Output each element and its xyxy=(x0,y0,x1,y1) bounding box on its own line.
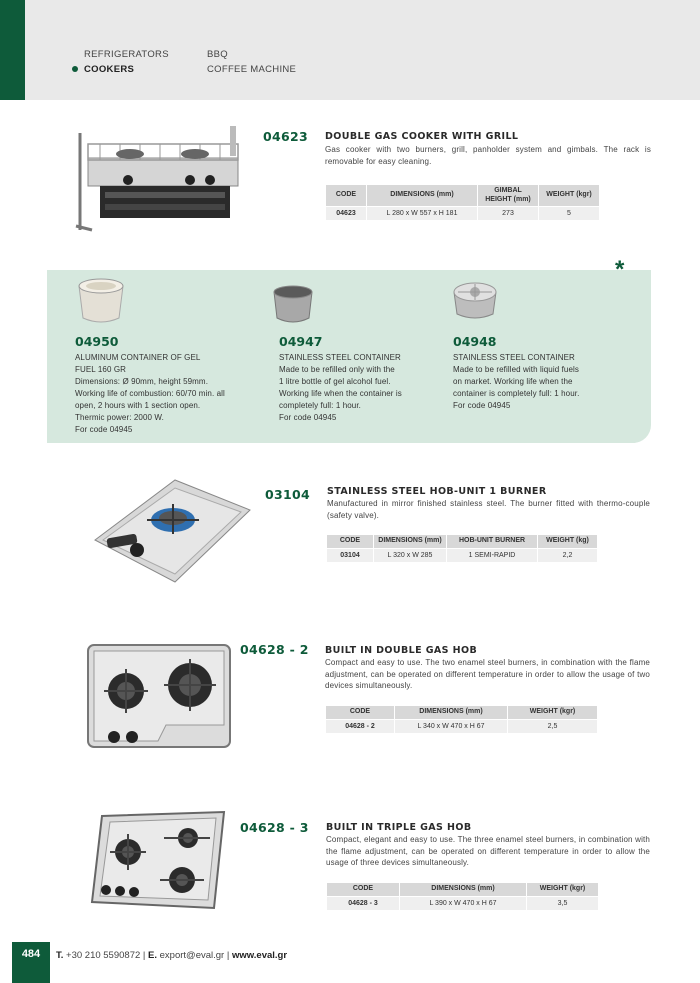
liquid-fuel-container-image xyxy=(450,278,500,324)
asterisk-mark: * xyxy=(615,256,625,283)
nav-item-bbq[interactable]: BBQ xyxy=(207,49,228,60)
column-header-weight: WEIGHT (kgr) xyxy=(539,185,599,206)
double-gas-cooker-image xyxy=(70,118,250,236)
column-header-dimensions: DIMENSIONS (mm) xyxy=(374,535,446,548)
cell-gimbal-height: 273 xyxy=(478,207,538,220)
container-code-04950: 04950 xyxy=(75,334,119,349)
cell-weight: 2,2 xyxy=(538,549,597,562)
spec-table-04623 xyxy=(325,184,600,221)
phone-label: T. xyxy=(56,950,64,961)
cell-weight: 3,5 xyxy=(527,897,598,910)
column-header-code: CODE xyxy=(326,185,366,206)
column-header-weight: WEIGHT (kgr) xyxy=(508,706,597,719)
single-burner-hob-image xyxy=(85,470,255,590)
brand-side-bar xyxy=(0,0,25,100)
text-line: 1 litre bottle of gel alcohol fuel. xyxy=(279,377,391,386)
double-gas-hob-image xyxy=(86,643,232,749)
cell-dimensions: L 390 x W 470 x H 67 xyxy=(400,897,526,910)
column-header-code: CODE xyxy=(327,883,399,896)
table-row xyxy=(326,207,599,220)
cell-code: 04628 - 2 xyxy=(326,720,394,733)
column-header-dimensions: DIMENSIONS (mm) xyxy=(400,883,526,896)
footer-contact xyxy=(56,950,287,961)
container-code-04947: 04947 xyxy=(279,334,323,349)
table-header-row xyxy=(326,706,597,719)
product-description: Manufactured in mirror finished stainless steel. The burner fitted with thermo-couple (safety valve). xyxy=(327,499,650,520)
cell-dimensions: L 340 x W 470 x H 67 xyxy=(395,720,507,733)
active-bullet-icon xyxy=(72,66,78,72)
spec-table-04628-2 xyxy=(325,705,598,734)
spec-table-03104 xyxy=(326,534,598,563)
spec-table-04628-3 xyxy=(326,882,599,911)
text-line: For code 04945 xyxy=(279,413,337,422)
nav-item-coffee-machine[interactable]: COFFEE MACHINE xyxy=(207,64,297,75)
nav-item-cookers[interactable]: COOKERS xyxy=(84,64,135,75)
cell-dimensions: L 280 x W 557 x H 181 xyxy=(367,207,477,220)
column-header-dimensions: DIMENSIONS (mm) xyxy=(367,185,477,206)
product-title: BUILT IN DOUBLE GAS HOB xyxy=(325,645,478,656)
phone-number[interactable]: +30 210 5590872 | xyxy=(66,950,146,961)
text-line: For code 04945 xyxy=(75,425,133,434)
product-code-04623: 04623 xyxy=(263,129,308,144)
container-description-04950 xyxy=(75,352,265,436)
text-line: For code 04945 xyxy=(453,401,511,410)
text-line: STAINLESS STEEL CONTAINER xyxy=(279,353,401,362)
product-description: Compact and easy to use. The two enamel steel burners, in combination with the flame adjustment, can be operated on different temperature in order to allow the usage of two devices simultaneously. xyxy=(325,658,650,690)
text-line: FUEL 160 GR xyxy=(75,365,127,374)
nav-item-refrigerators[interactable]: REFRIGERATORS xyxy=(84,49,169,60)
table-row xyxy=(327,549,597,562)
table-header-row xyxy=(327,535,597,548)
text-line: Dimensions: Ø 90mm, height 59mm. xyxy=(75,377,209,386)
triple-gas-hob-image xyxy=(90,810,226,912)
text-line: on market. Working life when the xyxy=(453,377,573,386)
column-header-code: CODE xyxy=(326,706,394,719)
column-header-code: CODE xyxy=(327,535,373,548)
table-row xyxy=(327,897,598,910)
text-line: ALUMINUM CONTAINER OF GEL xyxy=(75,353,201,362)
product-title: DOUBLE GAS COOKER WITH GRILL xyxy=(325,131,519,142)
cell-code: 03104 xyxy=(327,549,373,562)
cell-code: 04628 - 3 xyxy=(327,897,399,910)
column-header-dimensions: DIMENSIONS (mm) xyxy=(395,706,507,719)
text-line: Made to be refilled with liquid fuels xyxy=(453,365,579,374)
page-number: 484 xyxy=(21,948,41,960)
cell-code: 04623 xyxy=(326,207,366,220)
gel-container-image xyxy=(75,276,127,326)
product-description: Gas cooker with two burners, grill, panholder system and gimbals. The rack is removable for easy cleaning. xyxy=(325,145,651,166)
product-title: BUILT IN TRIPLE GAS HOB xyxy=(326,822,472,833)
text-line: Working life when the container is xyxy=(279,389,402,398)
product-code-04628-3: 04628 - 3 xyxy=(240,820,309,835)
email-link[interactable]: export@eval.gr | xyxy=(159,950,230,961)
text-line: STAINLESS STEEL CONTAINER xyxy=(453,353,575,362)
product-code-04628-2: 04628 - 2 xyxy=(240,642,309,657)
container-code-04948: 04948 xyxy=(453,334,497,349)
cell-weight: 2,5 xyxy=(508,720,597,733)
email-label: E. xyxy=(148,950,157,961)
website-link[interactable]: www.eval.gr xyxy=(231,950,288,961)
container-description-04947 xyxy=(279,352,444,424)
container-description-04948 xyxy=(453,352,633,412)
text-line: Working life of combustion: 60/70 min. all xyxy=(75,389,225,398)
text-line: container is completely full: 1 hour. xyxy=(453,389,580,398)
cell-weight: 5 xyxy=(539,207,599,220)
column-header-weight: WEIGHT (kgr) xyxy=(527,883,598,896)
table-header-row xyxy=(326,185,599,206)
product-title: STAINLESS STEEL HOB-UNIT 1 BURNER xyxy=(327,486,547,497)
text-line: completely full: 1 hour. xyxy=(279,401,361,410)
column-header-hob-unit-burner: HOB-UNIT BURNER xyxy=(447,535,537,548)
column-header-gimbal-height: GIMBAL HEIGHT (mm) xyxy=(478,185,538,206)
text-line: Thermic power: 2000 W. xyxy=(75,413,164,422)
table-row xyxy=(326,720,597,733)
product-code-03104: 03104 xyxy=(265,487,310,502)
product-description: Compact, elegant and easy to use. The three enamel steel burners, in combination with the flame adjustment, can be operated on different temperature in order to allow the usage of three devices simultaneously. xyxy=(326,835,650,867)
cell-hob-unit-burner: 1 SEMI-RAPID xyxy=(447,549,537,562)
table-header-row xyxy=(327,883,598,896)
text-line: open, 2 hours with 1 section open. xyxy=(75,401,201,410)
text-line: Made to be refilled only with the xyxy=(279,365,395,374)
stainless-container-image xyxy=(270,280,316,326)
column-header-weight: WEIGHT (kg) xyxy=(538,535,597,548)
cell-dimensions: L 320 x W 285 xyxy=(374,549,446,562)
